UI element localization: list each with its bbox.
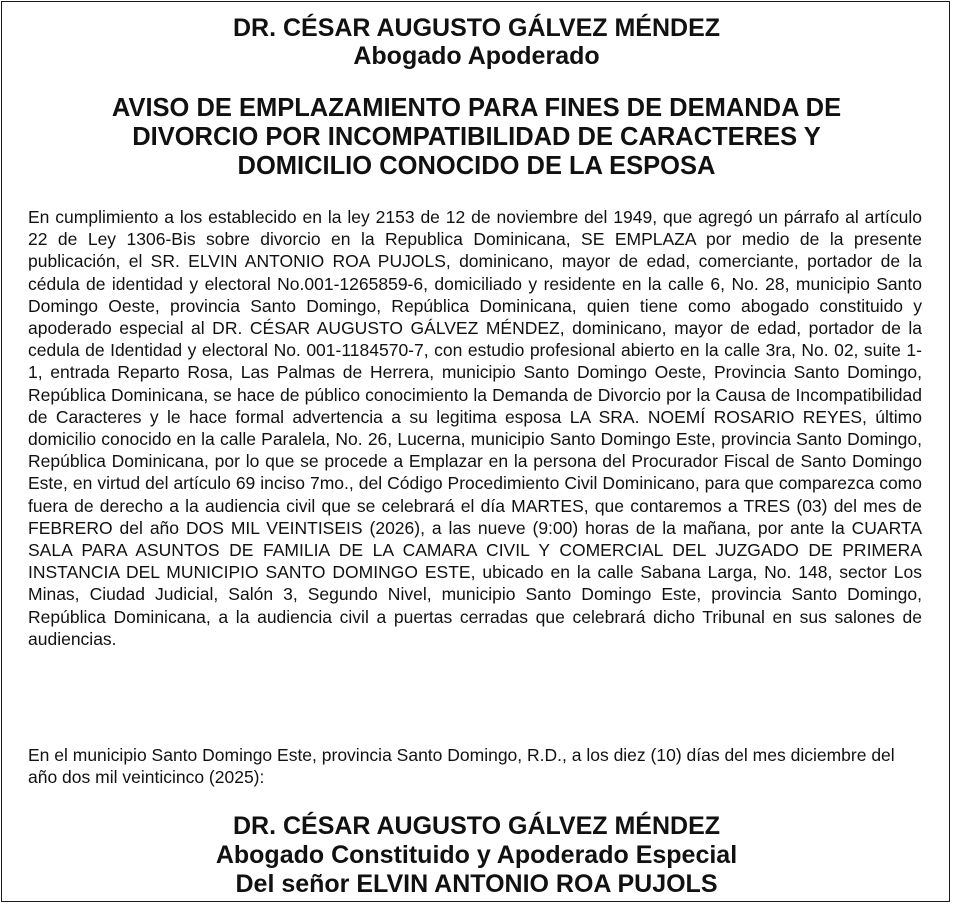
- signature-name: DR. CÉSAR AUGUSTO GÁLVEZ MÉNDEZ: [232, 812, 721, 840]
- signature-role: Abogado Constituido y Apoderado Especial: [215, 841, 738, 869]
- notice-body-paragraph: En cumplimiento a los establecido en la ley 2153 de 12 de noviembre del 1949, que agregó un párrafo al artículo 22 de Ley 1306-Bis sobre divorcio en la Republica Dominicana, SE EMPLAZA por medio de la presente publicación, el SR. ELVIN ANTONIO ROA PUJOLS, dominicano, mayor de edad, comerciante, portador de la cédula de identidad y electoral No.001-1265859-6, domiciliado y residente en la calle 6, No. 28, municipio Santo Domingo Oeste, provincia Santo Domingo, República Dominicana, quien tiene como abogado constituido y apoderado especial al DR. CÉSAR AUGUSTO GÁLVEZ MÉNDEZ, dominicano, mayor de edad, portador de la cedula de Identidad y electoral No. 001-1184570-7, con estudio profesional abierto en la calle 3ra, No. 02, suite 1-1, entrada Reparto Rosa, Las Palmas de Herrera, municipio Santo Domingo Oeste, Provincia Santo Domingo, República Dominicana, se hace de público conocimiento la Demanda de Divorcio por la Causa de Incompatibilidad de Caracteres y le hace formal advertencia a su legitima esposa LA SRA. NOEMÍ ROSARIO REYES, último domicilio conocido en la calle Paralela, No. 26, Lucerna, municipio Santo Domingo Este, provincia Santo Domingo, República Dominicana, por lo que se procede a Emplazar en la persona del Procurador Fiscal de Santo Domingo Este, en virtud del artículo 69 inciso 7mo., del Código Procedimiento Civil Dominicano, para que comparezca como fuera de derecho a la audiencia civil que se celebrará el día MARTES, que contaremos a TRES (03) del mes de FEBRERO del año DOS MIL VEINTISEIS (2026), a las nueve (9:00) horas de la mañana, por ante la CUARTA SALA PARA ASUNTOS DE FAMILIA DE LA CAMARA CIVIL Y COMERCIAL DEL JUZGADO DE PRIMERA INSTANCIA DEL MUNICIPIO SANTO DOMINGO ESTE, ubicado en la calle Sabana Larga, No. 148, sector Los Minas, Ciudad Judicial, Salón 3, Segundo Nivel, municipio Santo Domingo Este, provincia Santo Domingo, República Dominicana, a la audiencia civil a puertas cerradas que celebrará dicho Tribunal en sus salones de audiencias.: [28, 207, 922, 649]
- notice-closing-date: En el municipio Santo Domingo Este, provincia Santo Domingo, R.D., a los diez (10) días del mes diciembre del año dos mil veinticinco (2025):: [28, 745, 895, 788]
- notice-title: [30, 94, 923, 181]
- lawyer-name: DR. CÉSAR AUGUSTO GÁLVEZ MÉNDEZ: [232, 14, 721, 42]
- title-line-2: DIVORCIO POR INCOMPATIBILIDAD DE CARACTERES Y: [132, 123, 821, 151]
- notice-header: [0, 14, 953, 70]
- signature-client: Del señor ELVIN ANTONIO ROA PUJOLS: [235, 870, 718, 898]
- lawyer-role: Abogado Apoderado: [353, 42, 600, 70]
- title-line-1: AVISO DE EMPLAZAMIENTO PARA FINES DE DEMANDA DE: [111, 94, 842, 122]
- title-line-3: DOMICILIO CONOCIDO DE LA ESPOSA: [237, 152, 716, 180]
- signature-block: [0, 812, 953, 899]
